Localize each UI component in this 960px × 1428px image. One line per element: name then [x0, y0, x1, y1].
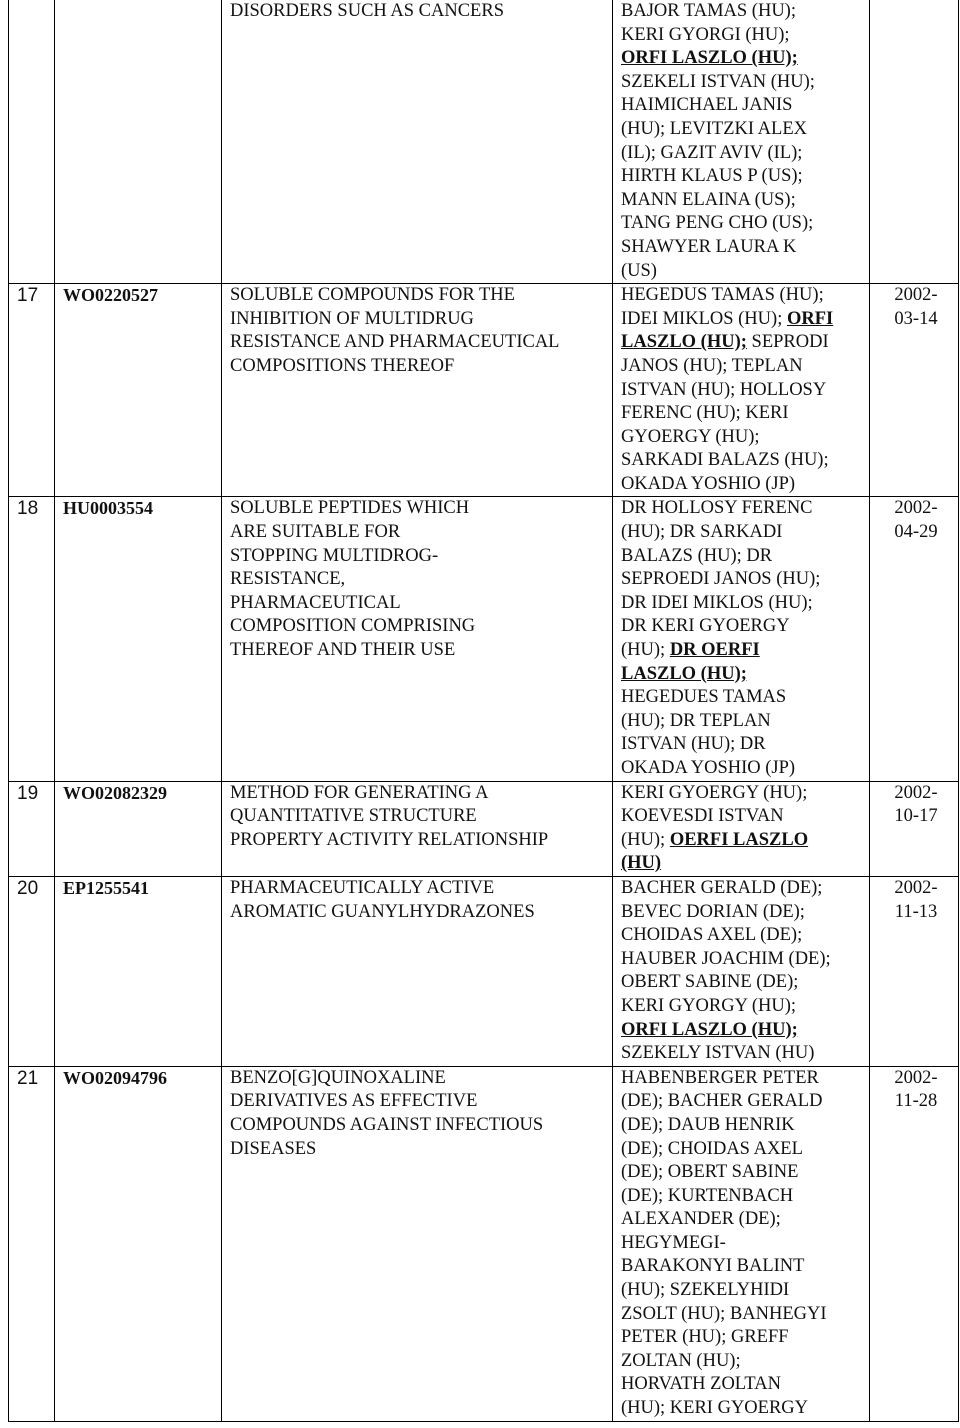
patent-title [222, 0, 613, 284]
inventor-text: DR KERI GYOERGY [621, 616, 790, 637]
inventor-line [621, 284, 865, 308]
patent-number: HU0003554 [55, 497, 222, 781]
highlighted-inventor: LASZLO (HU); [621, 663, 747, 684]
title-line: AROMATIC GUANYLHYDRAZONES [230, 901, 535, 922]
date-line: 10-17 [894, 806, 938, 827]
inventor-text: ZSOLT (HU); BANHEGYI [621, 1303, 827, 1324]
inventor-line [621, 260, 865, 284]
row-number: 17 [9, 284, 55, 497]
publication-date [870, 0, 959, 284]
inventor-line [621, 1185, 865, 1209]
inventor-text: (HU); [621, 640, 670, 661]
inventor-line [621, 47, 865, 71]
table-row [9, 497, 959, 781]
inventor-line [621, 426, 865, 450]
date-line: 11-28 [894, 1091, 938, 1112]
inventor-line [621, 165, 865, 189]
patent-number: WO0220527 [55, 284, 222, 497]
inventor-text: ALEXANDER (DE); [621, 1209, 781, 1230]
title-line: SOLUBLE PEPTIDES WHICH [230, 498, 470, 519]
inventor-text: SARKADI BALAZS (HU); [621, 450, 829, 471]
inventor-line [621, 71, 865, 95]
title-line: INHIBITION OF MULTIDRUG [230, 308, 474, 329]
inventor-text: SZEKELI ISTVAN (HU); [621, 71, 815, 92]
inventor-line [621, 568, 865, 592]
inventor-text: (DE); OBERT SABINE [621, 1162, 799, 1183]
inventor-text: CHOIDAS AXEL (DE); [621, 925, 803, 946]
inventor-line [621, 497, 865, 521]
inventor-line [621, 1373, 865, 1397]
title-line: PROPERTY ACTIVITY RELATIONSHIP [230, 829, 549, 850]
date-line: 11-13 [894, 901, 938, 922]
inventor-text: BACHER GERALD (DE); [621, 877, 823, 898]
inventor-text: TANG PENG CHO (US); [621, 213, 814, 234]
inventor-line [621, 0, 865, 24]
inventor-text: BALAZS (HU); DR [621, 545, 773, 566]
inventor-text: (IL); GAZIT AVIV (IL); [621, 142, 803, 163]
inventor-line [621, 782, 865, 806]
inventor-text: HEGYMEGI- [621, 1232, 726, 1253]
table-row [9, 1066, 959, 1421]
inventors [613, 1066, 870, 1421]
title-line: COMPOUNDS AGAINST INFECTIOUS [230, 1114, 544, 1135]
patent-number [55, 0, 222, 284]
inventor-line [621, 212, 865, 236]
title-line: DERIVATIVES AS EFFECTIVE [230, 1091, 478, 1112]
inventor-text: (HU); LEVITZKI ALEX [621, 118, 807, 139]
table-row [9, 876, 959, 1066]
title-line: DISEASES [230, 1138, 317, 1159]
inventor-line [621, 521, 865, 545]
patent-table-body [9, 0, 959, 1421]
patent-number: WO02094796 [55, 1066, 222, 1421]
row-number: 19 [9, 781, 55, 876]
date-line: 2002- [894, 1067, 938, 1088]
patent-title [222, 1066, 613, 1421]
inventor-text: (HU); [621, 829, 670, 850]
inventor-line [621, 852, 865, 876]
patent-number: EP1255541 [55, 876, 222, 1066]
date-line: 2002- [894, 877, 938, 898]
inventor-text: JANOS (HU); TEPLAN [621, 355, 803, 376]
inventor-text: DR HOLLOSY FERENC [621, 498, 813, 519]
inventor-line [621, 24, 865, 48]
inventor-line [621, 592, 865, 616]
inventor-line [621, 1350, 865, 1374]
inventors [613, 0, 870, 284]
highlighted-inventor: ORFI LASZLO (HU); [621, 48, 798, 69]
title-line: PHARMACEUTICAL [230, 592, 401, 613]
inventor-line [621, 877, 865, 901]
inventor-line [621, 971, 865, 995]
title-line: COMPOSITIONS THEREOF [230, 355, 455, 376]
inventor-line [621, 1232, 865, 1256]
inventor-text: ISTVAN (HU); HOLLOSY [621, 379, 827, 400]
title-line: SOLUBLE COMPOUNDS FOR THE [230, 285, 515, 306]
inventor-line [621, 1397, 865, 1421]
inventor-line [621, 948, 865, 972]
inventor-text: SEPROEDI JANOS (HU); [621, 569, 821, 590]
title-line: METHOD FOR GENERATING A [230, 782, 489, 803]
inventor-line [621, 142, 865, 166]
patent-title [222, 876, 613, 1066]
inventor-line [621, 1090, 865, 1114]
publication-date [870, 497, 959, 781]
title-line: THEREOF AND THEIR USE [230, 640, 456, 661]
title-line: ARE SUITABLE FOR [230, 522, 401, 543]
inventor-text: OKADA YOSHIO (JP) [621, 473, 796, 494]
inventor-text: (DE); CHOIDAS AXEL [621, 1138, 803, 1159]
date-line: 03-14 [894, 308, 938, 329]
inventor-line [621, 308, 865, 332]
inventor-line [621, 901, 865, 925]
highlighted-inventor: LASZLO (HU); [621, 332, 747, 353]
date-line: 2002- [894, 285, 938, 306]
publication-date [870, 781, 959, 876]
patent-title [222, 497, 613, 781]
inventor-text: (DE); KURTENBACH [621, 1185, 794, 1206]
inventor-line [621, 1255, 865, 1279]
inventor-text: IDEI MIKLOS (HU); [621, 308, 787, 329]
inventor-text: (HU); SZEKELYHIDI [621, 1280, 790, 1301]
inventor-line [621, 1067, 865, 1091]
date-line: 04-29 [894, 522, 938, 543]
publication-date [870, 1066, 959, 1421]
inventor-line [621, 995, 865, 1019]
inventor-text: (DE); BACHER GERALD [621, 1091, 823, 1112]
inventor-text: ISTVAN (HU); DR [621, 734, 766, 755]
publication-date [870, 876, 959, 1066]
inventor-line [621, 189, 865, 213]
inventor-line [621, 1042, 865, 1066]
inventor-text: BAJOR TAMAS (HU); [621, 1, 796, 21]
row-number: 21 [9, 1066, 55, 1421]
inventor-text: HORVATH ZOLTAN [621, 1374, 781, 1395]
patent-title [222, 284, 613, 497]
inventor-text: (US) [621, 260, 657, 281]
inventor-line [621, 1114, 865, 1138]
highlighted-inventor: ORFI LASZLO (HU); [621, 1019, 798, 1040]
inventor-text: OKADA YOSHIO (JP) [621, 758, 796, 778]
inventor-line [621, 686, 865, 710]
inventor-text: FERENC (HU); KERI [621, 403, 789, 424]
title-line: STOPPING MULTIDROG- [230, 545, 439, 566]
inventor-line [621, 545, 865, 569]
inventor-line [621, 829, 865, 853]
highlighted-inventor: DR OERFI [669, 640, 760, 661]
inventor-line [621, 1019, 865, 1043]
inventor-text: HEGEDUES TAMAS [621, 687, 787, 708]
inventor-text: SHAWYER LAURA K [621, 236, 797, 257]
table-row [9, 781, 959, 876]
title-line: RESISTANCE, [230, 569, 346, 590]
inventor-line [621, 402, 865, 426]
inventor-text: HAUBER JOACHIM (DE); [621, 948, 831, 969]
inventor-line [621, 236, 865, 260]
inventor-text: MANN ELAINA (US); [621, 189, 796, 210]
inventor-line [621, 355, 865, 379]
inventor-text: SZEKELY ISTVAN (HU) [621, 1043, 815, 1064]
date-line: 2002- [894, 498, 938, 519]
row-number: 18 [9, 497, 55, 781]
inventor-line [621, 379, 865, 403]
inventor-text: (DE); DAUB HENRIK [621, 1114, 795, 1135]
patent-title [222, 781, 613, 876]
inventor-text: (HU); DR SARKADI [621, 522, 783, 543]
inventor-line [621, 449, 865, 473]
patent-number: WO02082329 [55, 781, 222, 876]
title-line: PHARMACEUTICALLY ACTIVE [230, 877, 495, 898]
table-row [9, 284, 959, 497]
inventor-text: PETER (HU); GREFF [621, 1327, 789, 1348]
title-line: DISORDERS SUCH AS CANCERS [230, 1, 504, 21]
inventor-line [621, 757, 865, 781]
inventors [613, 284, 870, 497]
inventors [613, 781, 870, 876]
inventor-text: KERI GYORGI (HU); [621, 24, 790, 45]
inventor-text: HAIMICHAEL JANIS [621, 95, 793, 116]
inventor-text: BEVEC DORIAN (DE); [621, 901, 805, 922]
inventor-text: ZOLTAN (HU); [621, 1350, 741, 1371]
row-number [9, 0, 55, 284]
inventor-text: OBERT SABINE (DE); [621, 972, 799, 993]
inventor-text: DR IDEI MIKLOS (HU); [621, 592, 813, 613]
inventor-line [621, 615, 865, 639]
title-line: BENZO[G]QUINOXALINE [230, 1067, 446, 1088]
inventor-line [621, 924, 865, 948]
inventor-line [621, 473, 865, 497]
inventor-line [621, 710, 865, 734]
highlighted-inventor: OERFI LASZLO [669, 829, 809, 850]
inventors [613, 497, 870, 781]
inventor-text: KOEVESDI ISTVAN [621, 806, 784, 827]
publication-date [870, 284, 959, 497]
inventor-line [621, 331, 865, 355]
inventor-text: HABENBERGER PETER [621, 1067, 819, 1088]
table-row [9, 0, 959, 284]
inventor-line [621, 118, 865, 142]
inventor-text: KERI GYOERGY (HU); [621, 782, 808, 803]
inventor-line [621, 1138, 865, 1162]
inventors [613, 876, 870, 1066]
inventor-text: SEPRODI [746, 332, 829, 353]
patent-table [8, 0, 959, 1422]
inventor-line [621, 1326, 865, 1350]
row-number: 20 [9, 876, 55, 1066]
inventor-line [621, 94, 865, 118]
date-line: 2002- [894, 782, 938, 803]
inventor-line [621, 805, 865, 829]
inventor-line [621, 639, 865, 663]
inventor-text: HEGEDUS TAMAS (HU); [621, 285, 824, 306]
inventor-text: HIRTH KLAUS P (US); [621, 166, 803, 187]
inventor-line [621, 663, 865, 687]
inventor-text: (HU); KERI GYOERGY [621, 1398, 809, 1419]
title-line: RESISTANCE AND PHARMACEUTICAL [230, 332, 560, 353]
inventor-line [621, 733, 865, 757]
inventor-line [621, 1208, 865, 1232]
inventor-line [621, 1303, 865, 1327]
inventor-line [621, 1279, 865, 1303]
inventor-text: KERI GYORGY (HU); [621, 995, 797, 1016]
inventor-line [621, 1161, 865, 1185]
highlighted-inventor: (HU) [621, 853, 662, 874]
inventor-text: GYOERGY (HU); [621, 426, 760, 447]
title-line: QUANTITATIVE STRUCTURE [230, 806, 477, 827]
title-line: COMPOSITION COMPRISING [230, 616, 476, 637]
inventor-text: (HU); DR TEPLAN [621, 710, 771, 731]
highlighted-inventor: ORFI [786, 308, 834, 329]
inventor-text: BARAKONYI BALINT [621, 1256, 805, 1277]
